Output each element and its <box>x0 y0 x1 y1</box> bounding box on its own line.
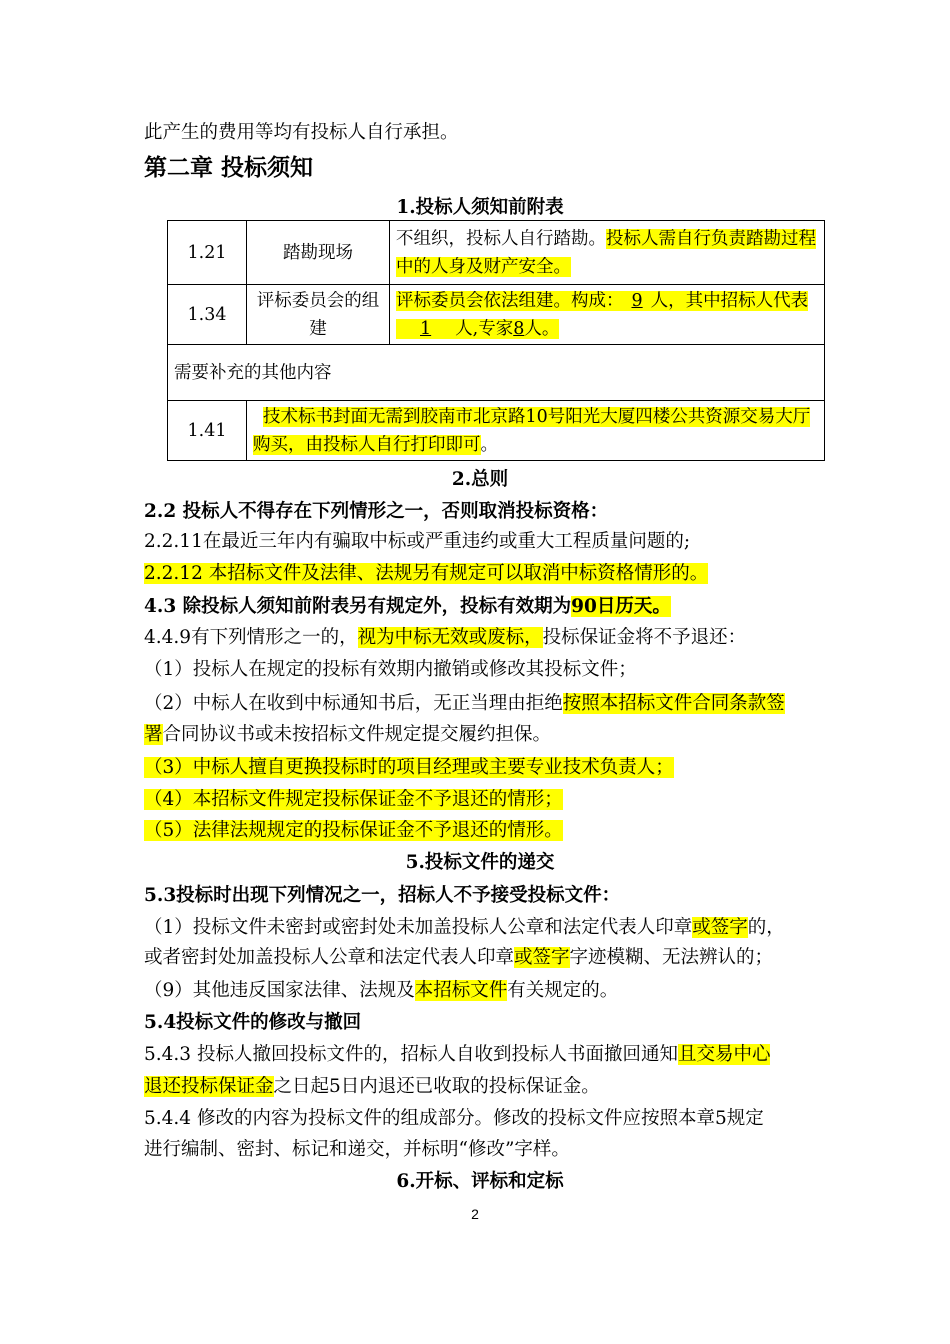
composition-label: 评标委员会依法组建。构成： <box>396 290 624 311</box>
section-title: 6.开标、评标和定标 <box>396 1171 564 1192</box>
table-row <box>168 401 825 461</box>
clause-text-part: 的， <box>747 917 785 938</box>
highlighted-text: 90日历天。 <box>571 596 671 617</box>
clause-text-part: 合同协议书或未按招标文件规定提交履约担保。 <box>162 724 552 745</box>
heading-text: 4.3 除投标人须知前附表另有规定外，投标有效期为 <box>144 596 572 617</box>
highlighted-text: 署 <box>144 724 163 745</box>
highlighted-text: （4）本招标文件规定投标保证金不予退还的情形； <box>144 789 563 810</box>
clause-text <box>144 623 816 653</box>
highlighted-text: （3）中标人擅自更换投标时的项目经理或主要专业技术负责人； <box>144 757 674 778</box>
section-title: 2.总则 <box>451 469 509 490</box>
highlighted-text: 退还投标保证金 <box>144 1076 274 1097</box>
rep-count: 1 <box>420 318 432 339</box>
expert-label: 人,专家 <box>455 318 514 339</box>
highlighted-text: 投标人需自行负责踏勘过程中的人身及财产安全。 <box>396 228 816 277</box>
unit-label: 人。 <box>524 318 560 339</box>
highlighted-text: 且交易中心 <box>677 1044 771 1065</box>
clause-heading: 2.2 投标人不得存在下列情形之一，否则取消投标资格： <box>144 501 609 522</box>
clause-text-part: 或者密封处加盖投标人公章和法定代表人印章 <box>144 947 515 968</box>
list-item <box>144 976 816 1006</box>
clause-text-part: （9）其他违反国家法律、法规及 <box>144 980 415 1001</box>
highlighted-text: 视为中标无效或废标， <box>357 627 543 648</box>
clause-text-part: 之日起5日内退还已收取的投标保证金。 <box>273 1076 600 1097</box>
rep-label: 人，其中招标人代表 <box>650 290 809 311</box>
clause-text-part: （1）投标文件未密封或密封处未加盖投标人公章和法定代表人印章 <box>144 917 693 938</box>
clause-heading: 5.4投标文件的修改与撤回 <box>144 1012 362 1033</box>
row-number: 1.21 <box>168 221 247 285</box>
row-content <box>390 285 825 345</box>
list-item <box>144 816 816 846</box>
list-item <box>144 689 816 719</box>
list-item-continued <box>144 720 816 750</box>
list-item: （1）投标人在规定的投标有效期内撤销或修改其投标文件； <box>144 659 637 680</box>
clause-text <box>144 559 816 589</box>
table-row <box>168 221 825 285</box>
list-item-continued <box>144 943 816 973</box>
section-title: 5.投标文件的递交 <box>405 852 555 873</box>
highlighted-text: 或签字 <box>692 917 748 938</box>
clause-text-part: （2）中标人在收到中标通知书后，无正当理由拒绝 <box>144 693 563 714</box>
row-item: 评标委员会的组建 <box>247 285 390 345</box>
clause-text <box>144 1040 816 1070</box>
list-item <box>144 753 816 783</box>
highlighted-text: 或签字 <box>514 947 570 968</box>
total-count: 9 <box>631 290 643 311</box>
page-number: 2 <box>471 1206 479 1222</box>
expert-count: 8 <box>513 318 525 339</box>
list-item <box>144 913 816 943</box>
highlighted-text: 技术标书封面无需到胶南市北京路10号阳光大厦四楼公共资源交易大厅购买，由投标人自行打印即可 <box>253 406 811 455</box>
content-text: 不组织，投标人自行踏勘。 <box>396 228 606 249</box>
table-row <box>168 345 825 401</box>
clause-text-continued <box>144 1072 816 1102</box>
requirements-table <box>167 220 825 461</box>
row-number: 1.34 <box>168 285 247 345</box>
clause-text: 2.2.11在最近三年内有骗取中标或严重违约或重大工程质量问题的; <box>144 531 691 552</box>
clause-text-continued: 进行编制、密封、标记和递交，并标明“修改”字样。 <box>144 1139 570 1160</box>
supplement-row: 需要补充的其他内容 <box>168 345 825 401</box>
clause-text-part: 有关规定的。 <box>507 980 619 1001</box>
list-item <box>144 785 816 815</box>
clause-text-part: 字迹模糊、无法辨认的； <box>569 947 774 968</box>
table-title: 1.投标人须知前附表 <box>396 197 564 218</box>
row-content <box>390 221 825 285</box>
row-number: 1.41 <box>168 401 247 461</box>
highlighted-text: 本招标文件 <box>414 980 508 1001</box>
highlighted-text <box>396 291 808 339</box>
clause-text-part: 5.4.3 投标人撤回投标文件的，招标人自收到投标人书面撤回通知 <box>144 1044 678 1065</box>
chapter-title: 第二章 投标须知 <box>144 155 314 181</box>
table-row <box>168 285 825 345</box>
clause-text-part: 投标保证金将不予退还： <box>542 627 747 648</box>
clause-heading <box>144 592 816 622</box>
intro-line: 此产生的费用等均有投标人自行承担。 <box>144 122 459 143</box>
highlighted-text: （5）法律法规规定的投标保证金不予退还的情形。 <box>144 820 563 841</box>
row-item: 踏勘现场 <box>247 221 390 285</box>
highlighted-text: 按照本招标文件合同条款签 <box>562 693 785 714</box>
clause-text-part: 4.4.9有下列情形之一的， <box>144 627 358 648</box>
row-content <box>247 401 825 461</box>
clause-text: 5.4.4 修改的内容为投标文件的组成部分。修改的投标文件应按照本章5规定 <box>144 1108 764 1129</box>
highlighted-text: 2.2.12 本招标文件及法律、法规另有规定可以取消中标资格情形的。 <box>144 563 709 584</box>
content-text: 。 <box>480 434 498 455</box>
clause-heading: 5.3投标时出现下列情况之一，招标人不予接受投标文件： <box>144 885 621 906</box>
